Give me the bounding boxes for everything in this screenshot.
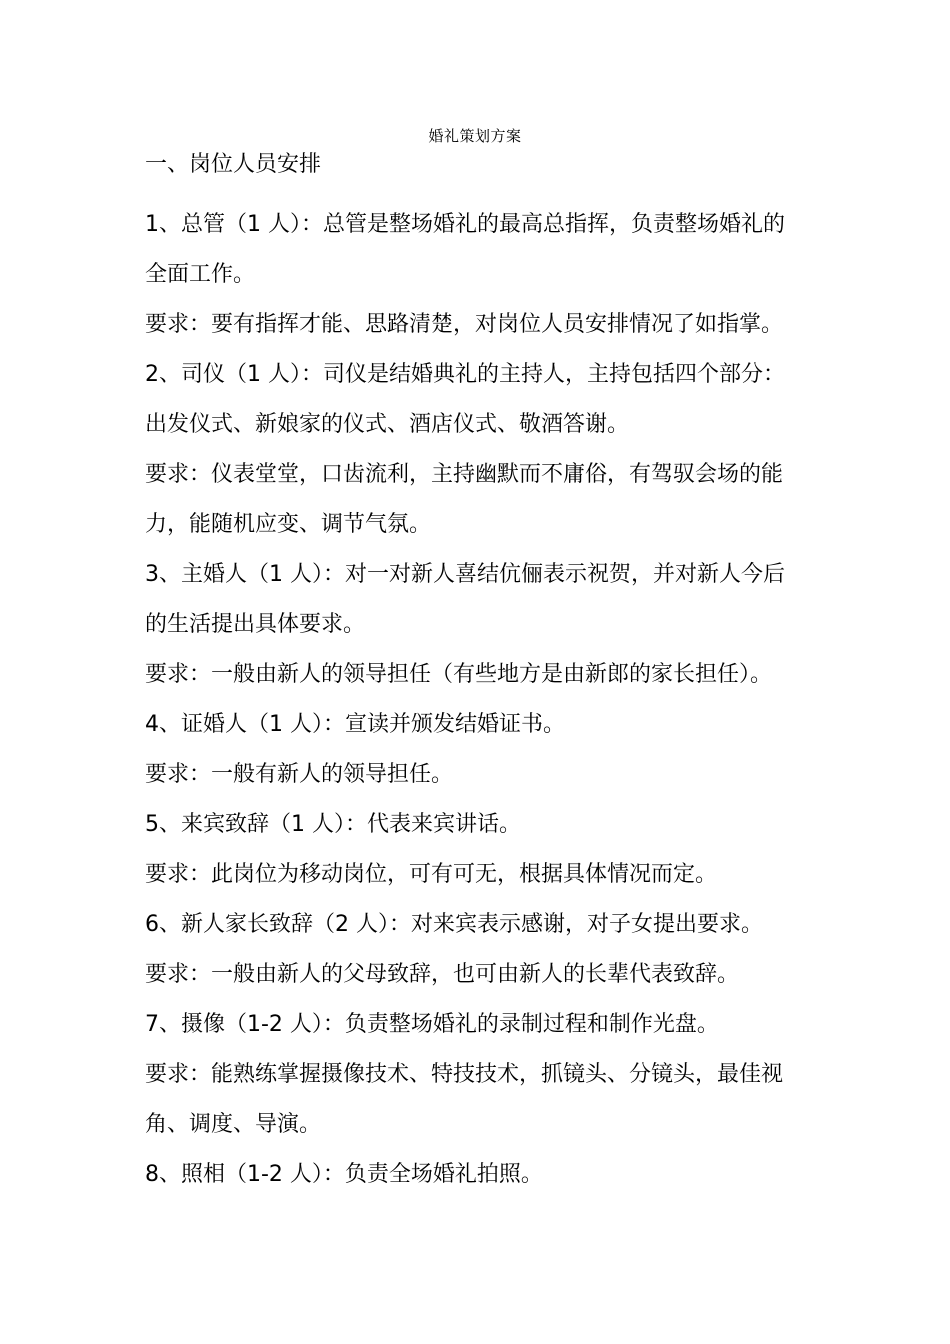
section-heading: 一、岗位人员安排	[145, 152, 322, 177]
body-line: 6、新人家长致辞（2 人）：对来宾表示感谢，对子女提出要求。	[145, 912, 763, 937]
body-line: 力，能随机应变、调节气氛。	[145, 512, 432, 537]
body-line: 7、摄像（1-2 人）：负责整场婚礼的录制过程和制作光盘。	[145, 1012, 719, 1037]
body-line: 要求：一般由新人的父母致辞，也可由新人的长辈代表致辞。	[145, 962, 740, 987]
body-line: 要求：此岗位为移动岗位，可有可无，根据具体情况而定。	[145, 862, 718, 887]
body-line: 要求：一般由新人的领导担任（有些地方是由新郎的家长担任）。	[145, 662, 773, 687]
body-line: 要求：仪表堂堂，口齿流利，主持幽默而不庸俗，有驾驭会场的能	[145, 462, 784, 487]
body-line: 4、证婚人（1 人）：宣读并颁发结婚证书。	[145, 712, 565, 737]
body-line: 1、总管（1 人）：总管是整场婚礼的最高总指挥，负责整场婚礼的	[145, 212, 785, 237]
body-line: 2、司仪（1 人）：司仪是结婚典礼的主持人，主持包括四个部分：	[145, 362, 785, 387]
body-line: 的生活提出具体要求。	[145, 612, 366, 637]
document-body	[145, 200, 810, 1200]
body-line: 要求：一般有新人的领导担任。	[145, 762, 454, 787]
body-line: 角、调度、导演。	[145, 1112, 322, 1137]
body-line: 3、主婚人（1 人）：对一对新人喜结伉俪表示祝贺，并对新人今后	[145, 562, 785, 587]
body-line: 全面工作。	[145, 262, 256, 287]
body-line: 8、照相（1-2 人）：负责全场婚礼拍照。	[145, 1162, 543, 1187]
body-line: 出发仪式、新娘家的仪式、酒店仪式、敬酒答谢。	[145, 412, 630, 437]
document-title: 婚礼策划方案	[428, 127, 522, 145]
body-line: 要求：能熟练掌握摄像技术、特技技术，抓镜头、分镜头，最佳视	[145, 1062, 784, 1087]
body-line: 5、来宾致辞（1 人）：代表来宾讲话。	[145, 812, 521, 837]
body-line: 要求：要有指挥才能、思路清楚，对岗位人员安排情况了如指掌。	[145, 312, 784, 337]
